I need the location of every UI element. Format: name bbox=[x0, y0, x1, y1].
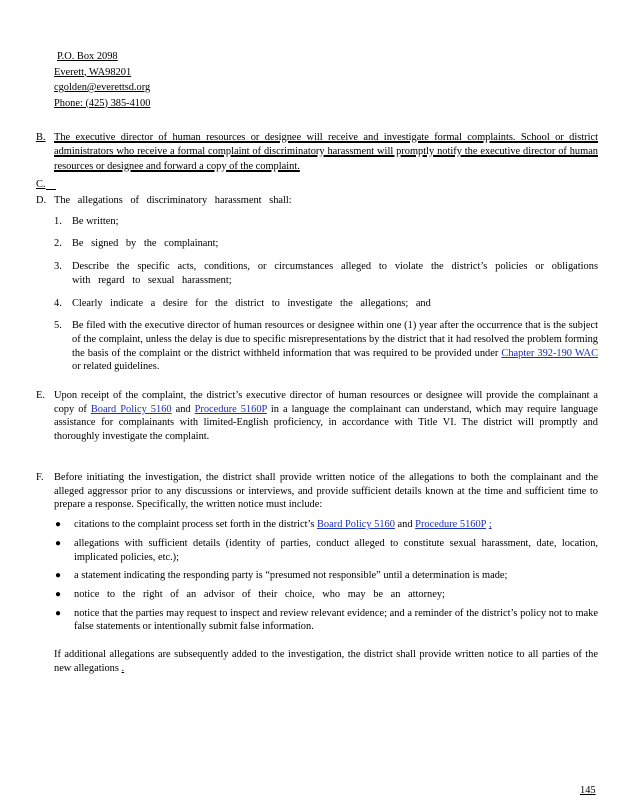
list-number: 5. bbox=[54, 320, 62, 332]
bullet-icon: ● bbox=[55, 588, 62, 600]
bullet-icon: ● bbox=[55, 607, 62, 619]
section-e-text-part1: Upon receipt of the complaint, the district’s executive director of human resources or designee will provide the complainant a copy of bbox=[54, 390, 598, 415]
list-number: 4. bbox=[54, 297, 62, 309]
list-item-text: Be signed by the complainant; bbox=[72, 238, 219, 250]
list-item bbox=[54, 260, 598, 287]
page-number: 145 bbox=[580, 785, 596, 796]
list-number: 3. bbox=[54, 261, 62, 273]
section-letter: F. bbox=[36, 472, 44, 483]
board-policy-5160-link[interactable]: Board Policy 5160 bbox=[317, 519, 395, 531]
list-item-text: Be filed with the executive director of human resources or designee within one (1) year after the occurrence that is the subject of the complaint, unless the delay is due to specific misrepresentations by the district that it had resolved the problem forming the basis of the complaint or the district withheld information that was required to be provided under bbox=[72, 320, 598, 359]
list-number: 2. bbox=[54, 238, 62, 250]
procedure-5160p-link[interactable]: Procedure 5160P bbox=[415, 519, 487, 531]
section-d bbox=[36, 194, 598, 379]
section-letter: D. bbox=[36, 195, 47, 206]
notice-contents-list bbox=[54, 518, 598, 634]
list-number: 1. bbox=[54, 215, 62, 227]
bullet-icon: ● bbox=[55, 570, 62, 582]
list-item-tail: ; bbox=[488, 519, 492, 531]
allegation-requirements-list bbox=[54, 215, 598, 374]
section-f-intro: Before initiating the investigation, the district shall provide written notice of the allegations to both the complainant and the alleged aggressor prior to any discussions or interviews, and provide sufficient details known at the time and sufficient time to prepare a response. Specifically, the written notice must include: bbox=[54, 472, 598, 511]
bullet-icon: ● bbox=[55, 519, 62, 531]
list-item bbox=[54, 297, 598, 311]
list-item bbox=[54, 518, 598, 532]
list-item bbox=[54, 569, 598, 583]
list-item-tail: or related guidelines. bbox=[72, 361, 160, 373]
section-letter: E. bbox=[36, 390, 45, 401]
po-box: P.O. Box 2098 bbox=[57, 51, 118, 62]
list-item bbox=[54, 588, 598, 602]
underline-rule bbox=[46, 189, 56, 190]
section-f-closing bbox=[54, 648, 598, 675]
phone-number: Phone: (425) 385-4100 bbox=[54, 97, 151, 109]
closing-text: If additional allegations are subsequently added to the investigation, the district shall provide written notice to all parties of the new allegations bbox=[54, 649, 598, 674]
email-address: cgolden@everettsd.org bbox=[54, 82, 151, 93]
list-item-text: Clearly indicate a desire for the district to investigate the allegations; and bbox=[72, 297, 431, 309]
list-item bbox=[54, 607, 598, 634]
section-e bbox=[36, 389, 598, 444]
city-state-zip: Everett, WA98201 bbox=[54, 66, 132, 78]
section-f bbox=[36, 471, 598, 675]
chapter-392-190-wac-link[interactable]: Chapter 392-190 WAC bbox=[501, 347, 598, 359]
list-item bbox=[54, 237, 598, 251]
list-item bbox=[54, 319, 598, 374]
contact-address bbox=[54, 50, 150, 112]
section-d-intro: The allegations of discriminatory harassment shall: bbox=[54, 195, 292, 206]
list-item bbox=[54, 215, 598, 229]
section-e-text-part2: in a language the complainant can understand, which may require language assistance for complainants with limited-English proficiency, in accordance with Title VI. The district will promptly and thoroughly investigate the complaint. bbox=[54, 403, 598, 443]
list-item-text: notice that the parties may request to inspect and review relevant evidence; and a reminder of the district’s policy not to make false statements or intentionally submit false information. bbox=[74, 607, 598, 633]
list-item-text: allegations with sufficient details (identity of parties, conduct alleged to constitute sexual harassment, date, location, implicated policies, etc.); bbox=[74, 537, 598, 563]
list-item-text: notice to the right of an advisor of their choice, who may be an attorney; bbox=[74, 588, 445, 600]
procedure-5160p-link[interactable]: Procedure 5160P bbox=[194, 403, 267, 415]
list-item-text: Be written; bbox=[72, 215, 119, 227]
closing-tail: . bbox=[121, 662, 125, 674]
list-item-text: citations to the complaint process set forth in the district’s bbox=[74, 519, 315, 531]
conjunction: and bbox=[397, 519, 413, 531]
conjunction: and bbox=[175, 403, 191, 415]
section-b-text: The executive director of human resources or designee will receive and investigate formal complaints. School or district administrators who receive a formal complaint of discriminatory harassment will promptly notify the executive director of human resources or designee and forward a copy of the complaint. bbox=[54, 132, 598, 172]
section-letter: B. bbox=[36, 132, 46, 143]
list-item bbox=[54, 537, 598, 564]
section-e-text bbox=[54, 389, 598, 444]
section-letter: C. bbox=[36, 179, 46, 190]
board-policy-5160-link[interactable]: Board Policy 5160 bbox=[90, 403, 172, 415]
bullet-icon: ● bbox=[55, 537, 62, 549]
list-item-text: Describe the specific acts, conditions, or circumstances alleged to violate the district’s policies or obligations with regard to sexual harassment; bbox=[72, 261, 598, 286]
section-b bbox=[36, 131, 598, 174]
list-item-text: a statement indicating the responding party is “presumed not responsible” until a determination is made; bbox=[74, 570, 508, 582]
